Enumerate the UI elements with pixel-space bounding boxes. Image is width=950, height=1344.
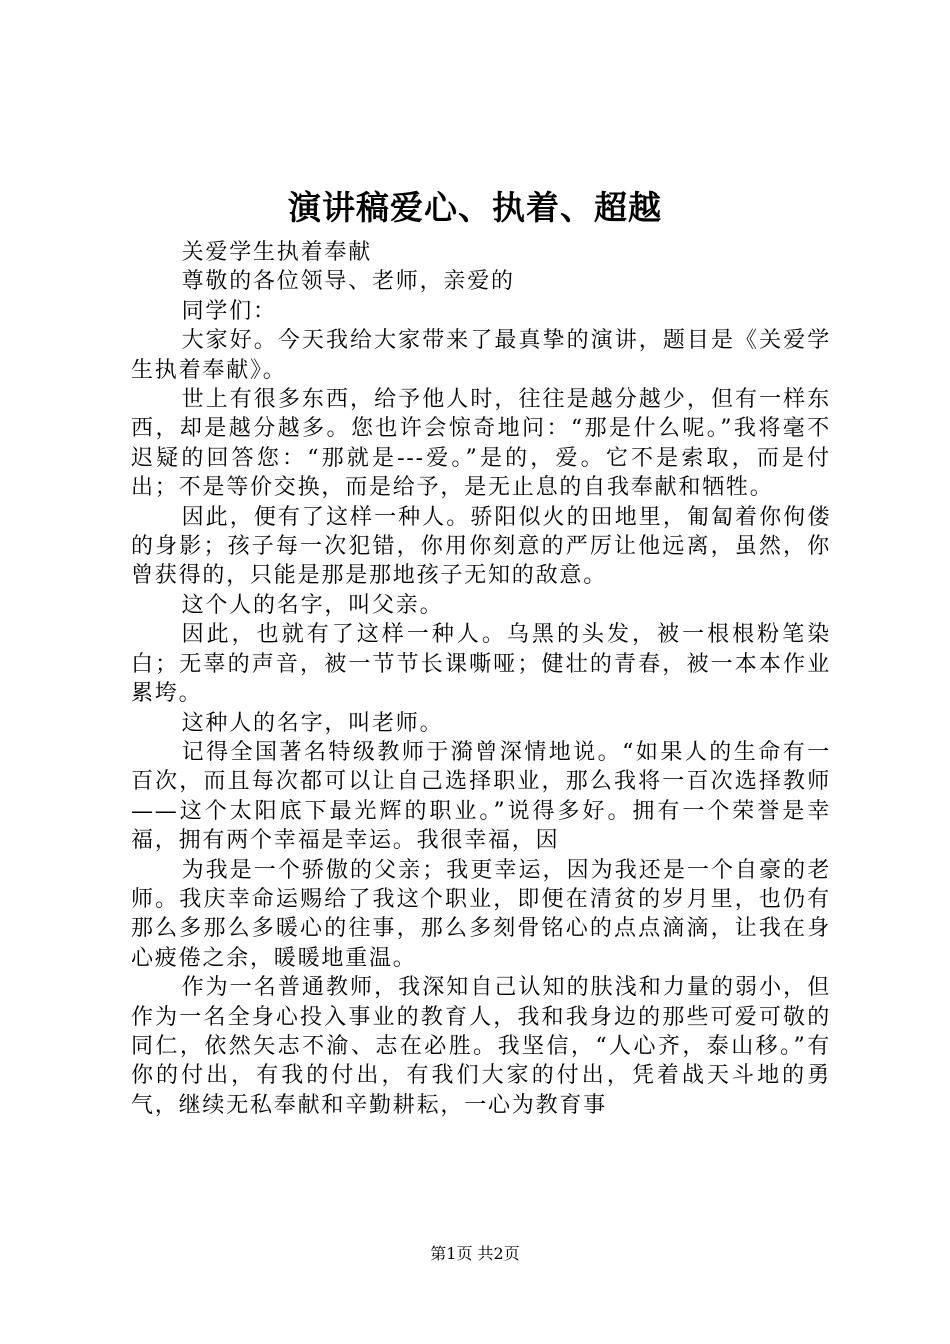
paragraph: 关爱学生执着奉献 [181,240,372,265]
document-body [131,238,831,1120]
paragraph: 大家好。今天我给大家带来了最真挚的演讲，题目是《关爱学生执着奉献》。 [131,328,831,383]
paragraph: 为我是一个骄傲的父亲；我更幸运，因为我还是一个自豪的老师。我庆幸命运赐给了我这个职业，即便在清贫的岁月里，也仍有那么多那么多暖心的往事，那么多刻骨铭心的点点滴滴，让我在身心疲倦之余，暖暖地重温。 [131,857,831,971]
paragraph: 同学们： [181,298,277,324]
paragraph: 作为一名普通教师，我深知自己认知的肤浅和力量的弱小，但作为一名全身心投入事业的教育人，我和我身边的那些可爱可敬的同仁，依然矢志不渝、志在必胜。我坚信，“人心齐，泰山移。”有你的付出，有我的付出，有我们大家的付出，凭着战天斗地的勇气，继续无私奉献和辛勤耕耘，一心为教育事 [131,975,831,1118]
document-title: 演讲稿爱心、执着、超越 [288,188,662,227]
paragraph: 因此，便有了这样一种人。骄阳似火的田地里，匍匐着你佝偻的身影；孩子每一次犯错，你用你刻意的严厉让他远离，虽然，你曾获得的，只能是那是那地孩子无知的敌意。 [131,504,831,589]
paragraph: 这种人的名字，叫老师。 [181,710,444,736]
paragraph: 记得全国著名特级教师于漪曾深情地说。“如果人的生命有一百次，而且每次都可以让自己选择职业，那么我将一百次选择教师——这个太阳底下最光辉的职业。”说得多好。拥有一个荣誉是幸福，拥有两个幸福是幸运。我很幸福，因 [131,739,831,854]
paragraph: 因此，也就有了这样一种人。乌黑的头发，被一根根粉笔染白；无辜的声音，被一节节长课嘶哑；健壮的青春，被一本本作业累垮。 [131,622,831,707]
paragraph: 世上有很多东西，给予他人时，往往是越分越少，但有一样东西，却是越分越多。您也许会惊奇地问：“那是什么呢。”我将毫不迟疑的回答您：“那就是---爱。”是的，爱。它不是索取，而是付出；不是等价交换，而是给予，是无止息的自我奉献和牺牲。 [131,387,831,501]
page-indicator: 第1页 共2页 [430,1244,520,1263]
paragraph: 尊敬的各位领导、老师，亲爱的 [181,269,515,295]
paragraph: 这个人的名字，叫父亲。 [181,592,444,618]
